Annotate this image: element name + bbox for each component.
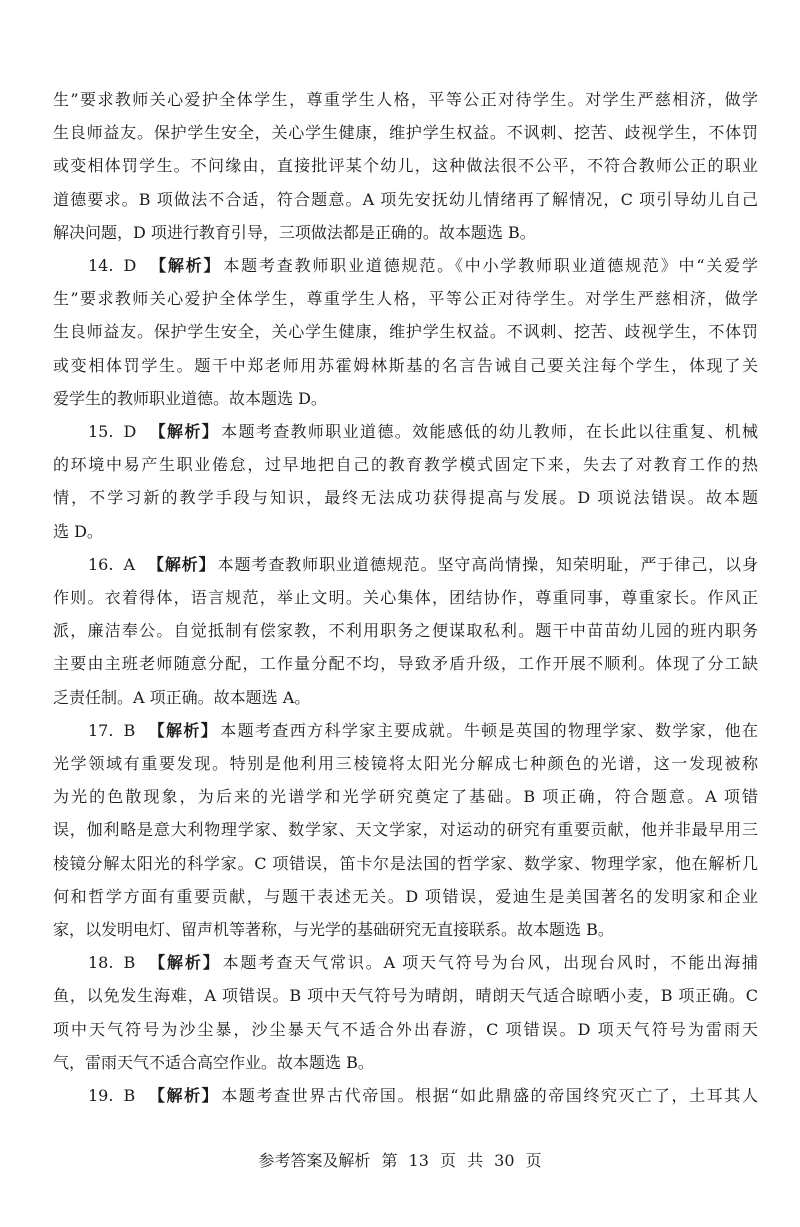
question-number: 15. — [88, 422, 114, 442]
text-line-content: 本题考查世界古代帝国。根据“如此鼎盛的帝国终究灭亡了，土耳其人 — [221, 1086, 758, 1106]
document-page — [53, 83, 758, 1112]
text-line-content: 本题考查天气常识。A 项天气符号为台风，出现台风时，不能出海捕 — [222, 953, 758, 973]
answer-letter: B — [123, 720, 136, 740]
analysis-tag: 【解析】 — [148, 422, 220, 442]
question-number: 14. — [88, 256, 114, 276]
text-line — [53, 1079, 758, 1112]
text-line: 乏责任制。A 项正确。故本题选 A。 — [53, 687, 311, 707]
text-line-content: 本题考查西方科学家主要成就。牛顿是英国的物理学家、数学家，他在 — [220, 720, 758, 740]
text-line: 项中天气符号为沙尘暴，沙尘暴天气不适合外出春游，C 项错误。D 项天气符号为雷雨天 — [53, 1019, 758, 1039]
answer-paragraph-18 — [53, 946, 758, 1079]
answer-letter: B — [123, 953, 136, 973]
text-line — [53, 946, 758, 979]
analysis-tag: 【解析】 — [147, 1086, 220, 1106]
text-line: 鱼，以免发生海难，A 项错误。B 项中天气符号为晴朗，晴朗天气适合晾晒小麦，B 项正确。C — [53, 986, 758, 1006]
paragraph-continuation — [53, 83, 758, 249]
text-line: 或变相体罚学生。题干中郑老师用苏霍姆林斯基的名言告诫自己要关注每个学生，体现了关 — [53, 355, 758, 375]
page-footer: 参考答案及解析 第 13 页 共 30 页 — [258, 1151, 542, 1170]
answer-paragraph-15 — [53, 415, 758, 548]
text-line: 爱学生的教师职业道德。故本题选 D。 — [53, 388, 327, 408]
analysis-tag: 【解析】 — [147, 554, 216, 574]
answer-letter: D — [123, 256, 137, 276]
text-line: 或变相体罚学生。不问缘由，直接批评某个幼儿，这种做法很不公平，不符合教师公正的职业 — [53, 156, 758, 176]
text-line: 为光的色散现象，为后来的光谱学和光学研究奠定了基础。B 项正确，符合题意。A 项错 — [53, 787, 758, 807]
answer-paragraph-19 — [53, 1079, 758, 1112]
text-line: 气，雷雨天气不适合高空作业。故本题选 B。 — [53, 1052, 374, 1072]
text-line: 的环境中易产生职业倦怠，过早地把自己的教育教学模式固定下来，失去了对教育工作的热 — [53, 455, 758, 475]
answer-letter: D — [123, 422, 137, 442]
text-line: 家，以发明电灯、留声机等著称，与光学的基础研究无直接联系。故本题选 B。 — [53, 920, 614, 940]
text-line — [53, 249, 758, 282]
answer-letter: B — [123, 1086, 136, 1106]
analysis-tag: 【解析】 — [147, 720, 219, 740]
question-number: 16. — [88, 554, 114, 574]
question-number: 19. — [88, 1086, 114, 1106]
text-line: 选 D。 — [53, 521, 103, 541]
text-line: 情，不学习新的教学手段与知识，最终无法成功获得提高与发展。D 项说法错误。故本题 — [53, 488, 758, 508]
text-line: 误，伽利略是意大利物理学家、数学家、天文学家，对运动的研究有重要贡献，他并非最早用三 — [53, 820, 758, 840]
text-line-content: 本题考查教师职业道德规范。坚守高尚情操，知荣明耻，严于律己，以身 — [217, 554, 758, 574]
text-line: 棱镜分解太阳光的科学家。C 项错误，笛卡尔是法国的哲学家、数学家、物理学家，他在解析几 — [53, 853, 758, 873]
text-line-content: 本题考查教师职业道德。效能感低的幼儿教师，在长此以往重复、机械 — [221, 422, 758, 442]
text-line: 生”要求教师关心爱护全体学生，尊重学生人格，平等公正对待学生。对学生严慈相济，做学 — [53, 90, 758, 109]
text-line: 作则。衣着得体，语言规范，举止文明。关心集体，团结协作，尊重同事，尊重家长。作风正 — [53, 588, 758, 608]
text-line: 生良师益友。保护学生安全，关心学生健康，维护学生权益。不讽刺、挖苦、歧视学生，不体罚 — [53, 123, 758, 143]
text-line: 何和哲学方面有重要贡献，与题干表述无关。D 项错误，爱迪生是美国著名的发明家和企业 — [53, 886, 758, 906]
answer-letter: A — [123, 554, 136, 574]
text-line-content: 本题考查教师职业道德规范。《中小学教师职业道德规范》中“关爱学 — [223, 256, 758, 276]
analysis-tag: 【解析】 — [148, 256, 222, 276]
text-line: 解决问题，D 项进行教育引导，三项做法都是正确的。故本题选 B。 — [53, 222, 536, 242]
question-number: 17. — [88, 720, 114, 740]
text-line — [53, 714, 758, 747]
text-line: 生”要求教师关心爱护全体学生，尊重学生人格，平等公正对待学生。对学生严慈相济，做学 — [53, 289, 758, 309]
text-line: 光学领域有重要发现。特别是他利用三棱镜将太阳光分解成七种颜色的光谱，这一发现被称 — [53, 754, 758, 774]
text-line: 道德要求。B 项做法不合适，符合题意。A 项先安抚幼儿情绪再了解情况，C 项引导幼儿自己 — [53, 189, 758, 209]
answer-paragraph-17 — [53, 714, 758, 946]
text-line: 主要由主班老师随意分配，工作量分配不均，导致矛盾升级，工作开展不顺利。体现了分工缺 — [53, 654, 758, 674]
analysis-tag: 【解析】 — [147, 953, 221, 973]
text-line: 生良师益友。保护学生安全，关心学生健康，维护学生权益。不讽刺、挖苦、歧视学生，不体罚 — [53, 322, 758, 342]
answer-paragraph-16 — [53, 548, 758, 714]
question-number: 18. — [88, 953, 114, 973]
text-line — [53, 415, 758, 448]
text-line — [53, 548, 758, 581]
answer-paragraph-14 — [53, 249, 758, 415]
text-line: 派，廉洁奉公。自觉抵制有偿家教，不利用职务之便谋取私利。题干中苗苗幼儿园的班内职务 — [53, 621, 758, 641]
